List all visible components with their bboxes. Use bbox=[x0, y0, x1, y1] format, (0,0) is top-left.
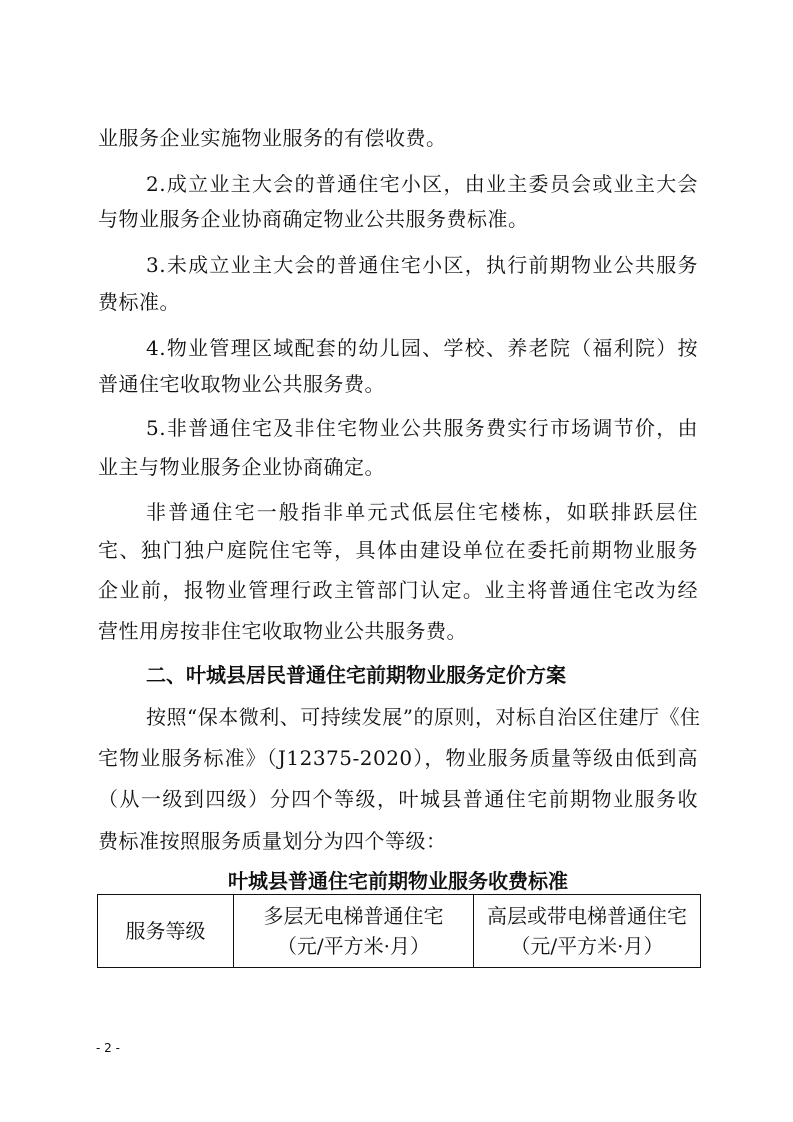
paragraph-continuation: 业服务企业实施物业服务的有偿收费。 bbox=[98, 126, 447, 150]
paragraph-item-4-line-2: 普通住宅收取物业公共服务费。 bbox=[98, 372, 385, 396]
fee-standard-table bbox=[97, 894, 701, 968]
table-header-row bbox=[98, 895, 701, 968]
paragraph-item-5-line-2: 业主与物业服务企业协商确定。 bbox=[98, 455, 385, 479]
header-service-grade-label: 服务等级 bbox=[125, 919, 206, 943]
paragraph-item-3-line-1: 3.未成立业主大会的普通住宅小区，执行前期物业公共服务 bbox=[146, 253, 698, 277]
section-heading: 二、叶城县居民普通住宅前期物业服务定价方案 bbox=[146, 663, 566, 687]
paragraph-item-5-line-1: 5.非普通住宅及非住宅物业公共服务费实行市场调节价，由 bbox=[146, 416, 698, 440]
paragraph-definition-line-2: 宅、独门独户庭院住宅等，具体由建设单位在委托前期物业服务 bbox=[98, 538, 698, 562]
paragraph-item-4-line-1: 4.物业管理区域配套的幼儿园、学校、养老院（福利院）按 bbox=[146, 336, 698, 360]
paragraph-item-2-line-2: 与物业服务企业协商确定物业公共服务费标准。 bbox=[98, 207, 529, 231]
paragraph-definition-line-4: 营性用房按非住宅收取物业公共服务费。 bbox=[98, 619, 467, 643]
paragraph-pricing-line-1: 按照“保本微利、可持续发展”的原则，对标自治区住建厅《住 bbox=[146, 705, 701, 729]
page-number: - 2 - bbox=[96, 1041, 120, 1055]
table-title: 叶城县普通住宅前期物业服务收费标准 bbox=[228, 869, 568, 893]
header-service-grade bbox=[98, 895, 234, 968]
header-highrise-label: 高层或带电梯普通住宅 bbox=[487, 904, 687, 928]
paragraph-definition-line-1: 非普通住宅一般指非单元式低层住宅楼栋，如联排跃层住 bbox=[146, 500, 698, 524]
paragraph-item-2-line-1: 2.成立业主大会的普通住宅小区，由业主委员会或业主大会 bbox=[146, 172, 698, 196]
header-multistory-unit: （元/平方米·月） bbox=[276, 934, 431, 958]
paragraph-pricing-line-4: 费标准按照服务质量划分为四个等级： bbox=[98, 829, 447, 853]
header-highrise-unit: （元/平方米·月） bbox=[510, 934, 664, 958]
header-multistory-no-elevator bbox=[234, 895, 474, 968]
paragraph-definition-line-3: 企业前，报物业管理行政主管部门认定。业主将普通住宅改为经 bbox=[98, 578, 698, 602]
paragraph-pricing-line-2: 宅物业服务标准》（J12375-2020），物业服务质量等级由低到高 bbox=[98, 746, 698, 770]
header-highrise-with-elevator bbox=[474, 895, 701, 968]
paragraph-item-3-line-2: 费标准。 bbox=[98, 290, 180, 314]
paragraph-pricing-line-3: （从一级到四级）分四个等级，叶城县普通住宅前期物业服务收 bbox=[98, 787, 698, 811]
header-multistory-label: 多层无电梯普通住宅 bbox=[263, 904, 444, 928]
